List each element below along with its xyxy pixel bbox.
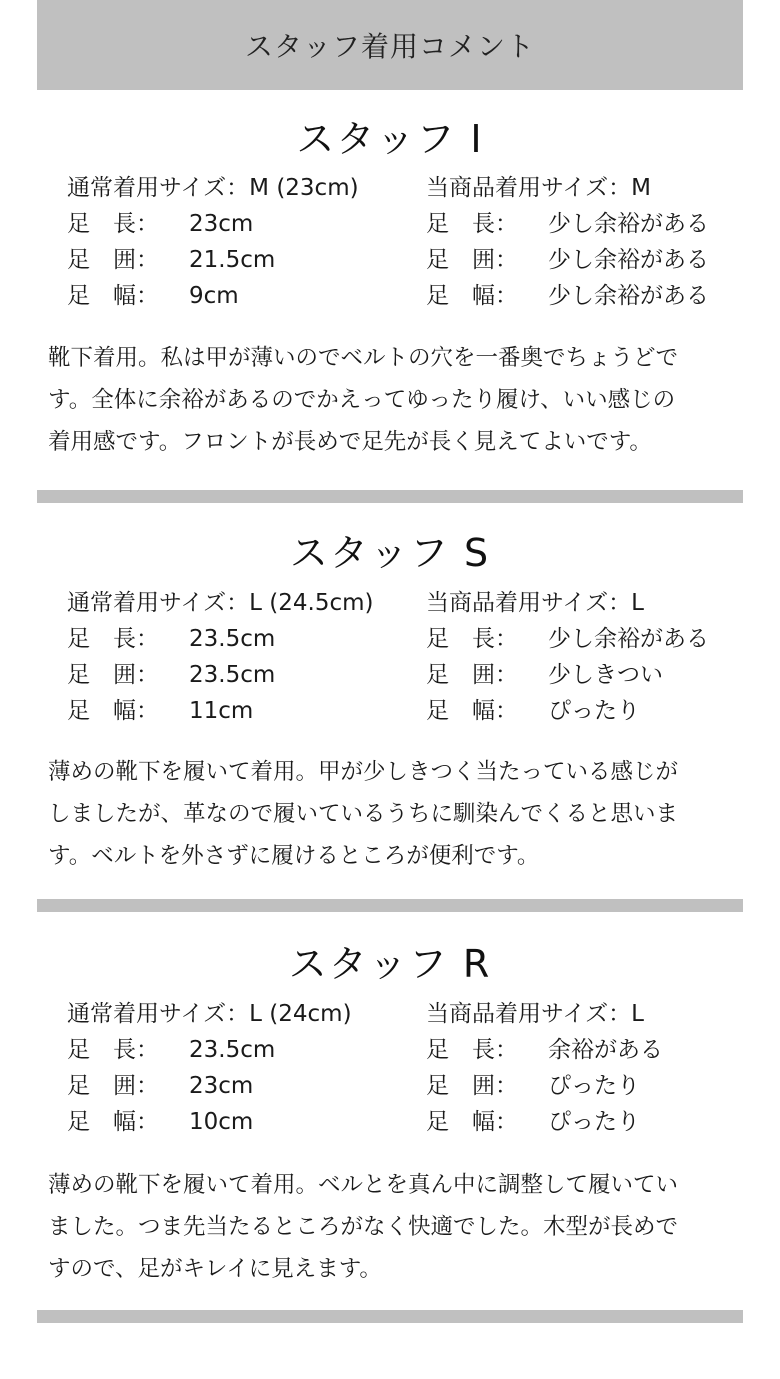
spec-row — [67, 1104, 407, 1140]
comment-line: すので、足がキレイに見えます。 — [48, 1256, 382, 1282]
spec-value: ぴったり — [548, 1109, 640, 1135]
spec-value: 9cm — [189, 283, 239, 309]
spec-row — [67, 1068, 407, 1104]
staff-name: スタッフ R — [288, 942, 492, 986]
spec-row — [67, 242, 407, 278]
header-bar — [37, 0, 743, 90]
comment-line: 着用感です。フロントが長めで足先が長く見えてよいです。 — [48, 429, 652, 455]
spec-label: 足 囲： — [67, 662, 159, 688]
fit-evaluation — [426, 996, 766, 1140]
fit-evaluation — [426, 170, 766, 314]
spec-value: 余裕がある — [548, 1037, 663, 1063]
spec-row — [67, 1032, 407, 1068]
spec-label: 足 幅： — [67, 283, 159, 309]
product-size: 当商品着用サイズ：L — [426, 590, 644, 616]
spec-label: 足 幅： — [67, 698, 159, 724]
comment-line: す。ベルトを外さずに履けるところが便利です。 — [48, 843, 540, 869]
spec-row — [67, 206, 407, 242]
spec-value: 少し余裕がある — [548, 211, 709, 237]
spec-value: 少し余裕がある — [548, 283, 709, 309]
spec-row — [426, 242, 766, 278]
spec-label: 足 囲： — [67, 247, 159, 273]
spec-row — [426, 1104, 766, 1140]
spec-value: 少しきつい — [548, 662, 663, 688]
comment-line: 靴下着用。私は甲が薄いのでベルトの穴を一番奥でちょうどで — [48, 345, 679, 371]
staff-comment — [48, 1164, 748, 1290]
section-divider — [37, 899, 743, 912]
staff-comment — [48, 751, 748, 877]
page-title: スタッフ着用コメント — [244, 30, 535, 63]
spec-value: 11cm — [189, 698, 254, 724]
product-size: 当商品着用サイズ：L — [426, 1001, 644, 1027]
fit-evaluation — [426, 585, 766, 729]
spec-label: 足 長： — [67, 211, 159, 237]
spec-label: 足 幅： — [67, 1109, 159, 1135]
spec-row — [67, 621, 407, 657]
spec-row — [67, 657, 407, 693]
normal-size: 通常着用サイズ：L (24cm) — [67, 1001, 352, 1027]
spec-row — [426, 1032, 766, 1068]
spec-value: ぴったり — [548, 698, 640, 724]
spec-label: 足 長： — [426, 211, 518, 237]
spec-value: 23.5cm — [189, 1037, 276, 1063]
comment-line: ました。つま先当たるところがなく快適でした。木型が長めで — [48, 1214, 679, 1240]
comment-line: 薄めの靴下を履いて着用。ベルとを真ん中に調整して履いてい — [48, 1172, 679, 1198]
comment-line: す。全体に余裕があるのでかえってゆったり履け、いい感じの — [48, 387, 676, 413]
spec-label: 足 長： — [426, 1037, 518, 1063]
spec-row — [67, 693, 407, 729]
spec-value: 23.5cm — [189, 662, 276, 688]
spec-row — [426, 621, 766, 657]
normal-size: 通常着用サイズ：L (24.5cm) — [67, 590, 374, 616]
spec-row — [426, 1068, 766, 1104]
spec-value: 23cm — [189, 211, 254, 237]
spec-value: 少し余裕がある — [548, 247, 709, 273]
spec-value: 23.5cm — [189, 626, 276, 652]
normal-size: 通常着用サイズ：M (23cm) — [67, 175, 359, 201]
spec-value: 10cm — [189, 1109, 254, 1135]
product-size: 当商品着用サイズ：M — [426, 175, 652, 201]
spec-label: 足 囲： — [67, 1073, 159, 1099]
foot-measurements — [67, 170, 407, 314]
spec-label: 足 長： — [67, 626, 159, 652]
spec-label: 足 囲： — [426, 662, 518, 688]
staff-name: スタッフ I — [296, 117, 484, 161]
spec-label: 足 幅： — [426, 283, 518, 309]
spec-value: 少し余裕がある — [548, 626, 709, 652]
spec-label: 足 長： — [67, 1037, 159, 1063]
comment-line: しましたが、革なので履いているうちに馴染んでくると思いま — [48, 801, 679, 827]
staff-name: スタッフ S — [289, 531, 491, 575]
staff-comment — [48, 337, 748, 463]
spec-label: 足 幅： — [426, 1109, 518, 1135]
spec-row — [67, 278, 407, 314]
spec-row — [426, 206, 766, 242]
spec-label: 足 囲： — [426, 247, 518, 273]
comment-line: 薄めの靴下を履いて着用。甲が少しきつく当たっている感じが — [48, 759, 679, 785]
section-divider — [37, 1310, 743, 1323]
section-divider — [37, 490, 743, 503]
spec-label: 足 長： — [426, 626, 518, 652]
spec-label: 足 囲： — [426, 1073, 518, 1099]
spec-row — [426, 278, 766, 314]
spec-value: 21.5cm — [189, 247, 276, 273]
spec-label: 足 幅： — [426, 698, 518, 724]
foot-measurements — [67, 585, 407, 729]
foot-measurements — [67, 996, 407, 1140]
spec-value: ぴったり — [548, 1073, 640, 1099]
spec-row — [426, 693, 766, 729]
spec-value: 23cm — [189, 1073, 254, 1099]
spec-row — [426, 657, 766, 693]
